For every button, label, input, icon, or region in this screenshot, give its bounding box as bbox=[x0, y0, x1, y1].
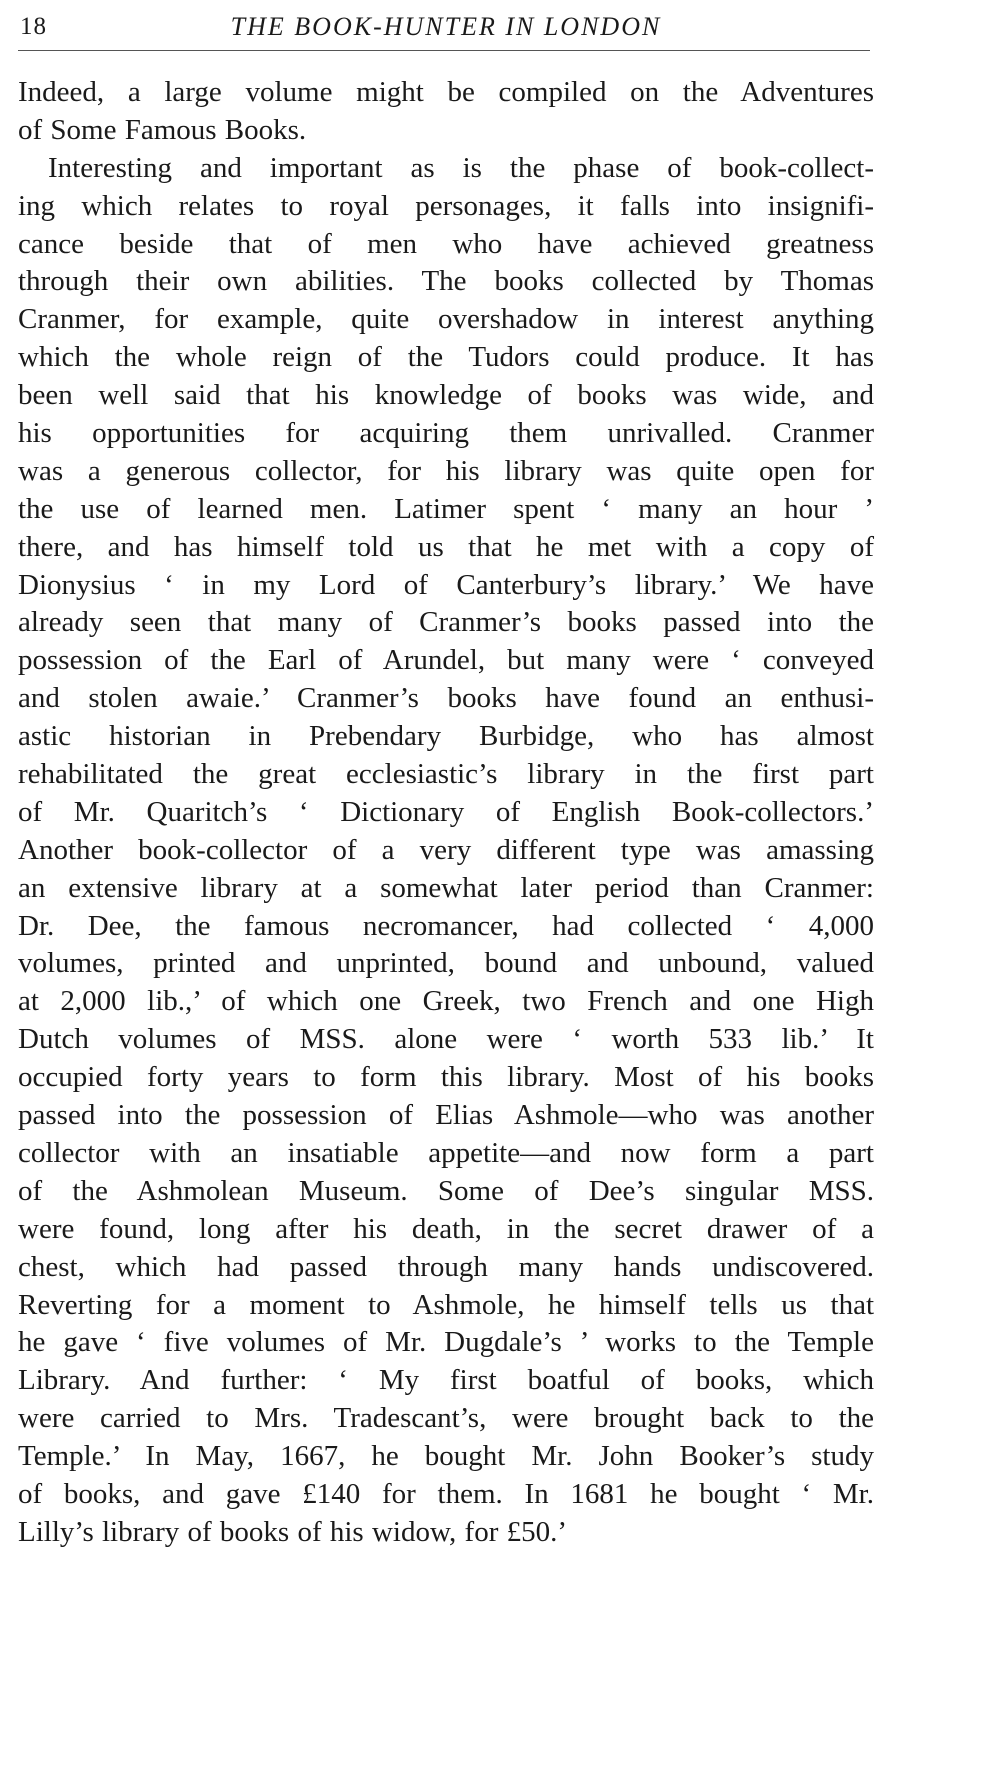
text-line: Dionysius ‘ in my Lord of Canterbury’s library.’ We have bbox=[18, 568, 874, 601]
text-line: astic historian in Prebendary Burbidge, who has almost bbox=[18, 720, 874, 753]
running-title: THE BOOK-HUNTER IN LONDON bbox=[230, 12, 662, 41]
text-line: possession of the Earl of Arundel, but many were ‘ conveyed bbox=[18, 644, 874, 677]
text-line: his opportunities for acquiring them unrivalled. Cranmer bbox=[18, 417, 874, 450]
text-line: passed into the possession of Elias Ashmole—who was another bbox=[18, 1099, 874, 1132]
text-line: Interesting and important as is the phase of book-collect- bbox=[48, 151, 874, 184]
text-line: was a generous collector, for his library was quite open for bbox=[18, 454, 874, 487]
text-line: were carried to Mrs. Tradescant’s, were brought back to the bbox=[18, 1402, 874, 1435]
text-line: were found, long after his death, in the secret drawer of a bbox=[18, 1212, 874, 1245]
text-line: and stolen awaie.’ Cranmer’s books have found an enthusi- bbox=[18, 682, 874, 715]
text-line: at 2,000 lib.,’ of which one Greek, two French and one High bbox=[18, 985, 874, 1018]
text-line: of Some Famous Books. bbox=[18, 113, 307, 146]
text-line: Dutch volumes of MSS. alone were ‘ worth 533 lib.’ It bbox=[18, 1023, 874, 1056]
text-line: occupied forty years to form this library. Most of his books bbox=[18, 1061, 874, 1094]
text-line: Lilly’s library of books of his widow, for £50.’ bbox=[18, 1515, 568, 1548]
text-line: chest, which had passed through many hands undiscovered. bbox=[18, 1250, 874, 1283]
header-rule bbox=[18, 50, 870, 51]
text-line: Library. And further: ‘ My first boatful of books, which bbox=[18, 1364, 874, 1397]
text-line: Reverting for a moment to Ashmole, he himself tells us that bbox=[18, 1288, 874, 1321]
text-line: ing which relates to royal personages, it falls into insignifi- bbox=[18, 189, 874, 222]
text-line: of the Ashmolean Museum. Some of Dee’s singular MSS. bbox=[18, 1174, 874, 1207]
text-line: the use of learned men. Latimer spent ‘ many an hour ’ bbox=[18, 492, 874, 525]
text-line: Temple.’ In May, 1667, he bought Mr. John Booker’s study bbox=[18, 1440, 874, 1473]
text-line: already seen that many of Cranmer’s books passed into the bbox=[18, 606, 874, 639]
text-line: of books, and gave £140 for them. In 1681 he bought ‘ Mr. bbox=[18, 1477, 874, 1510]
text-line: of Mr. Quaritch’s ‘ Dictionary of English Book-collectors.’ bbox=[18, 795, 874, 828]
text-line: Dr. Dee, the famous necromancer, had collected ‘ 4,000 bbox=[18, 909, 874, 942]
text-line: collector with an insatiable appetite—and now form a part bbox=[18, 1136, 874, 1169]
text-line: there, and has himself told us that he met with a copy of bbox=[18, 530, 874, 563]
text-line: Another book-collector of a very different type was amassing bbox=[18, 833, 874, 866]
text-line: rehabilitated the great ecclesiastic’s library in the first part bbox=[18, 758, 874, 791]
text-line: an extensive library at a somewhat later period than Cranmer: bbox=[18, 871, 874, 904]
text-line: through their own abilities. The books collected by Thomas bbox=[18, 265, 874, 298]
text-line: been well said that his knowledge of books was wide, and bbox=[18, 379, 874, 412]
body-text bbox=[18, 74, 874, 1552]
page-number: 18 bbox=[20, 13, 47, 40]
text-line: Indeed, a large volume might be compiled on the Adventures bbox=[18, 76, 874, 108]
text-line: volumes, printed and unprinted, bound and unbound, valued bbox=[18, 947, 874, 980]
text-line: which the whole reign of the Tudors could produce. It has bbox=[18, 341, 874, 374]
text-line: he gave ‘ five volumes of Mr. Dugdale’s ’ works to the Temple bbox=[18, 1326, 874, 1359]
text-line: Cranmer, for example, quite overshadow in interest anything bbox=[18, 303, 874, 336]
text-line: cance beside that of men who have achieved greatness bbox=[18, 227, 874, 260]
running-head bbox=[20, 12, 872, 52]
